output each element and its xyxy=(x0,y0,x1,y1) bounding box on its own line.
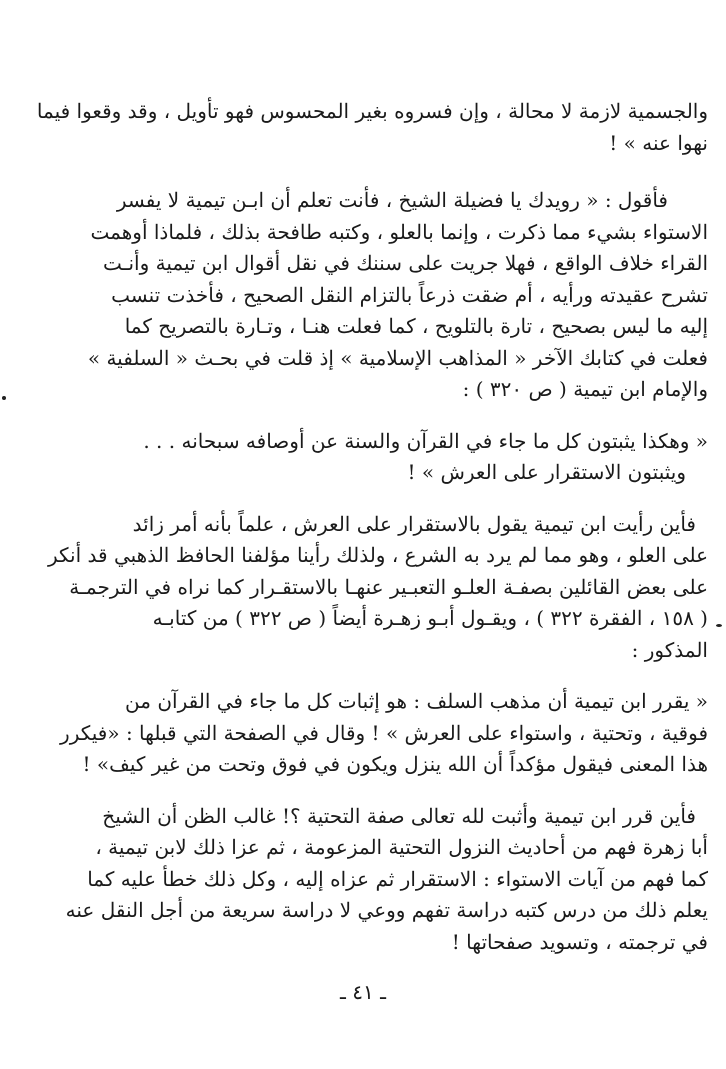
text-line: تشرح عقيدته ورأيه ، أم ضقت ذرعاً بالتزام النقل الصحيح ، فأخذت تنسب xyxy=(111,282,708,307)
scan-speck xyxy=(716,624,722,627)
text-line: الاستواء بشيء مما ذكرت ، وإنما بالعلو ، وكتبه طافحة بذلك ، فلماذا أوهمت xyxy=(90,219,708,244)
text-line: ويثبتون الاستقرار على العرش » ! xyxy=(407,460,686,484)
text-line: والجسمية لازمة لا محالة ، وإن فسروه بغير المحسوس فهو تأويل ، وقد وقعوا فيما xyxy=(36,99,708,123)
text-line: فأقول : « رويدك يا فضيلة الشيخ ، فأنت تعلم أن ابـن تيمية لا يفسر xyxy=(116,188,668,212)
scan-speck xyxy=(2,396,6,400)
page-body xyxy=(36,96,708,958)
text-line: القراء خلاف الواقع ، فهلا جريت على سننك في نقل أقوال ابن تيمية وأنـت xyxy=(102,251,708,275)
text-line: فأين قرر ابن تيمية وأثبت لله تعالى صفة التحتية ؟! غالب الظن أن الشيخ xyxy=(102,803,696,828)
quote-2 xyxy=(60,686,708,781)
paragraph-3 xyxy=(47,509,708,667)
paragraph-2 xyxy=(87,185,708,406)
paragraph-4 xyxy=(65,801,708,959)
text-line: على العلو ، وهو مما لم يرد به الشرع ، ولذلك رأينا مؤلفنا الحافظ الذهبي قد أنكر xyxy=(47,543,708,567)
text-line: إليه ما ليس بصحيح ، تارة بالتلويح ، كما فعلت هنـا ، وتـارة بالتصريح كما xyxy=(124,314,708,338)
page-number: ـ ٤١ ـ xyxy=(340,980,386,1004)
text-line: « يقرر ابن تيمية أن مذهب السلف : هو إثبات كل ما جاء في القرآن من xyxy=(125,689,708,713)
text-line: في ترجمته ، وتسويد صفحاتها ! xyxy=(451,929,708,954)
text-line: كما فهم من آيات الاستواء : الاستقرار ثم عزاه إليه ، وكل ذلك خطأ عليه كما xyxy=(87,866,708,891)
text-line: فعلت في كتابك الآخر « المذاهب الإسلامية » إذ قلت في بحـث « السلفية » xyxy=(87,345,708,370)
text-line: والإمام ابن تيمية ( ص ٣٢٠ ) : xyxy=(462,377,708,401)
quote-1 xyxy=(112,426,708,489)
text-line: هذا المعنى فيقول مؤكداً أن الله ينزل ويكون في فوق وتحت من غير كيف» ! xyxy=(82,752,708,776)
text-line: فأين رأيت ابن تيمية يقول بالاستقرار على العرش ، علماً بأنه أمر زائد xyxy=(132,511,696,536)
paragraph-1 xyxy=(36,96,708,159)
text-line: أبا زهرة فهم من أحاديث النزول التحتية المزعومة ، ثم عزا ذلك لابن تيمية ، xyxy=(95,835,708,859)
text-line: المذكور : xyxy=(631,637,708,662)
text-line: « وهكذا يثبتون كل ما جاء في القرآن والسنة عن أوصافه سبحانه . . . xyxy=(143,428,708,453)
text-line: نهوا عنه » ! xyxy=(609,130,708,155)
text-line: فوقية ، وتحتية ، واستواء على العرش » ! وقال في الصفحة التي قبلها : «فيكرر xyxy=(60,720,708,745)
text-line: على بعض القائلين بصفـة العلـو التعبـير عنهـا بالاستقـرار كما نراه في الترجمـة xyxy=(69,574,708,599)
text-line: يعلم ذلك من درس كتبه دراسة تفهم ووعي لا دراسة سريعة من أجل النقل عنه xyxy=(65,898,708,922)
text-line: ( ١٥٨ ، الفقرة ٣٢٢ ) ، ويقـول أبـو زهـرة أيضاً ( ص ٣٢٢ ) من كتابـه xyxy=(152,606,708,630)
